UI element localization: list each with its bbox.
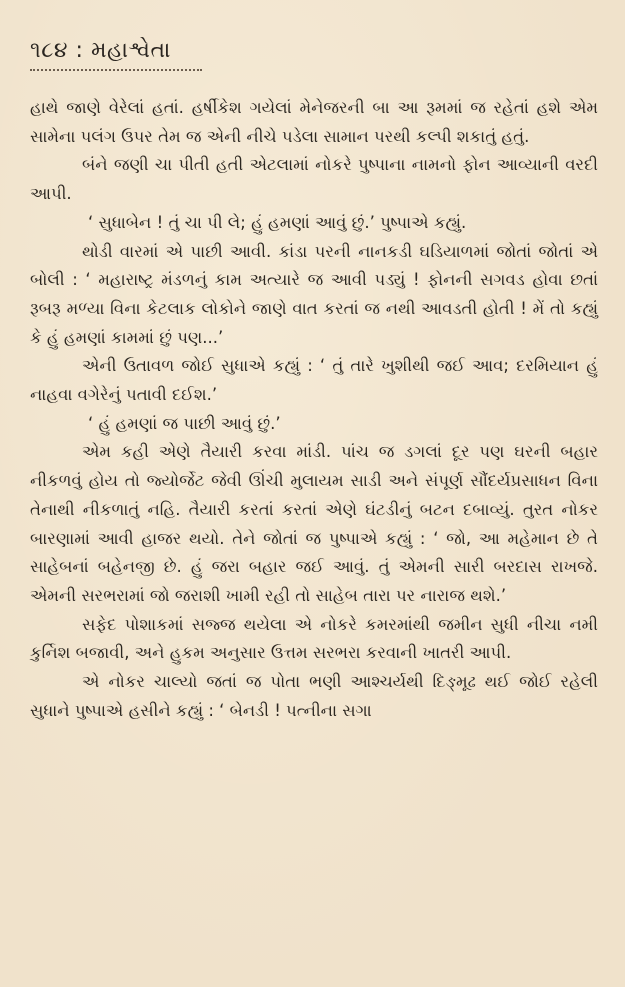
header-separator: : [75, 38, 84, 63]
body-text [30, 94, 598, 725]
paragraph: બંને જણી ચા પીતી હતી એટલામાં નોકરે પુષ્પાના નામનો ફોન આવ્યાની વરદી આપી. [30, 155, 598, 204]
paragraph: સફેદ પોશાકમાં સજ્જ થયેલા એ નોકરે કમરમાંથી જમીન સુધી નીચા નમી કુર્નિશ બજાવી, અને હુકમ અનુસાર ઉત્તમ સરભરા કરવાની ખાતરી આપી. [30, 614, 598, 663]
paragraph: ‘ હું હમણાં જ પાછી આવું છું.’ [88, 413, 281, 433]
paragraph: થોડી વારમાં એ પાછી આવી. કાંડા પરની નાનકડી ઘડિયાળમાં જોતાં જોતાં એ બોલી : ‘ મહારાષ્ટ્ર મંડળનું કામ અત્યારે જ આવી પડ્યું ! ફોનની સગવડ હોવા છતાં રૂબરૂ મળ્યા વિના કેટલાક લોકોને જાણે વાત કરતાં જ નથી આવડતી હોતી ! મેં તો કહ્યું કે હું હમણાં કામમાં છું પણ...’ [30, 241, 598, 347]
paragraph: એની ઉતાવળ જોઈ સુધાએ કહ્યું : ‘ તું તારે ખુશીથી જઈ આવ; દરમિયાન હું નાહવા વગેરેનું પતાવી દઈશ.’ [30, 356, 598, 405]
paragraph: એ નોકર ચાલ્યો જતાં જ પોતા ભણી આશ્ચર્યથી દિઙ્મૂઢ થઈ જોઈ રહેલી સુધાને પુષ્પાએ હસીને કહ્યું : ‘ બેનડી ! પત્નીના સગા [30, 672, 598, 720]
running-header [30, 38, 171, 63]
header-underline [30, 69, 202, 71]
paragraph: હાથે જાણે વેરેલાં હતાં. હર્ષીકેશ ગયેલાં મેનેજરની બા આ રૂમમાં જ રહેતાં હશે એમ સામેના પલંગ ઉપર તેમ જ એની નીચે પડેલા સામાન પરથી કલ્પી શકાતું હતું. [30, 98, 598, 146]
page-number: ૧૮૪ [30, 38, 69, 63]
book-title: મહાશ્વેતા [90, 38, 171, 63]
paragraph: એમ કહી એણે તૈયારી કરવા માંડી. પાંચ જ ડગલાં દૂર પણ ઘરની બહાર નીકળવું હોય તો જ્યોર્જેટ જેવી ઊંચી મુલાયમ સાડી અને સંપૂર્ણ સૌંદર્યપ્રસાધન વિના તેનાથી નીકળાતું નહિ. તૈયારી કરતાં કરતાં એણે ઘંટડીનું બટન દબાવ્યું. તુરત નોકર બારણામાં આવી હાજર થયો. તેને જોતાં જ પુષ્પાએ કહ્યું : ‘ જો, આ મહેમાન છે તે સાહેબનાં બહેનજી છે. હું જરા બહાર જઈ આવું. તું એમની સારી બરદાસ રાખજે. એમની સરભરામાં જો જરાશી ખામી રહી તો સાહેબ તારા પર નારાજ થશે.’ [30, 442, 598, 605]
paragraph: ‘ સુધાબેન ! તું ચા પી લે; હું હમણાં આવું છું.’ પુષ્પાએ કહ્યું. [88, 212, 467, 232]
